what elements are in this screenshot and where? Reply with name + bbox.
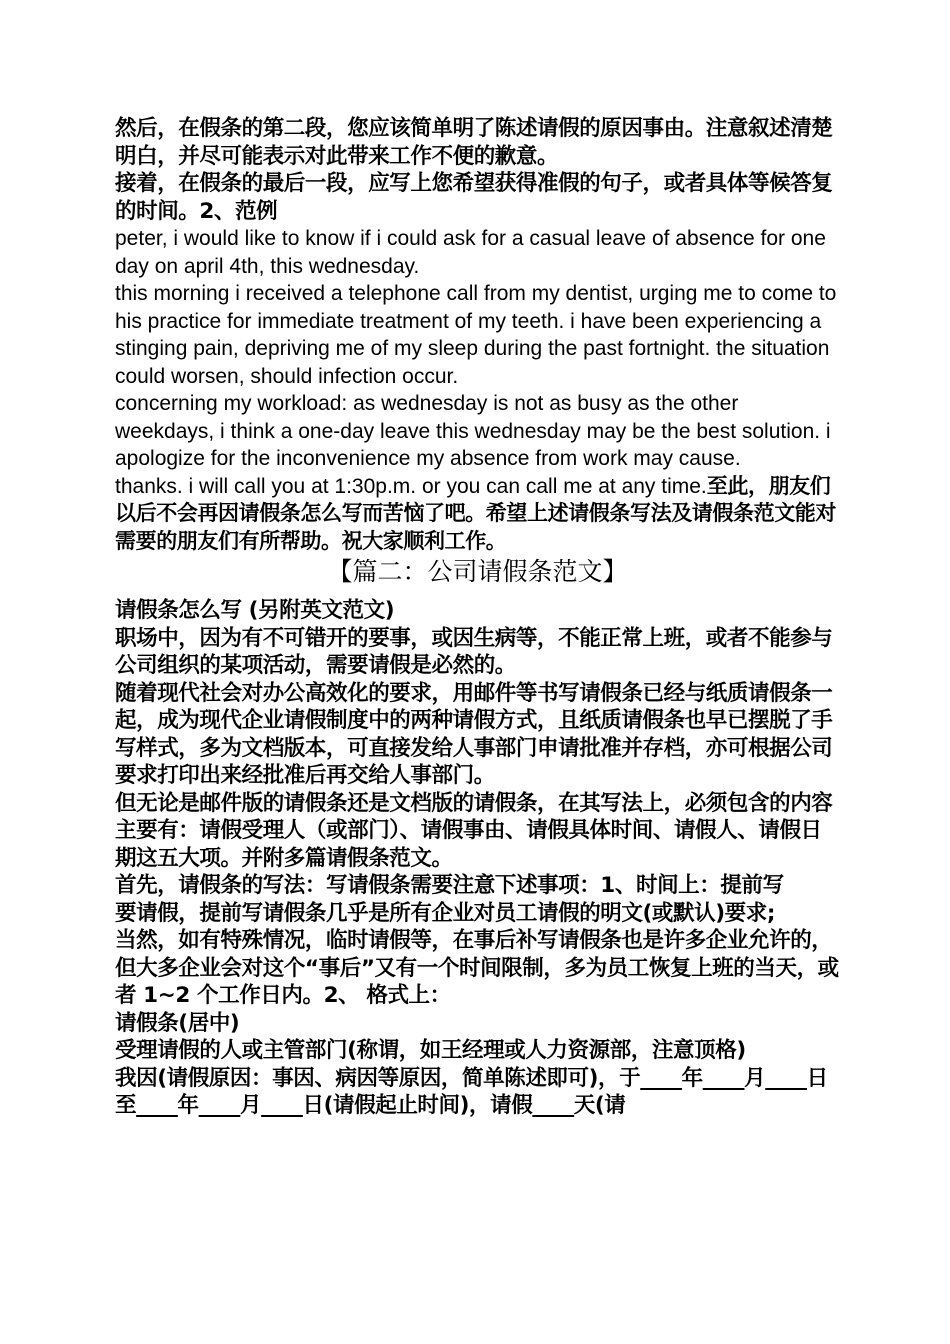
paragraph: peter, i would like to know if i could ask for a casual leave of absence for one day on april 4th, this wednesday. bbox=[115, 227, 826, 278]
paragraph: 首先，请假条的写法：写请假条需要注意下述事项：1、时间上：提前写 bbox=[115, 873, 784, 898]
paragraph: 随着现代社会对办公高效化的要求，用邮件等书写请假条已经与纸质请假条一起，成为现代企业请假制度中的两种请假方式，且纸质请假条也早已摆脱了手写样式，多为文档版本，可直接发给人事部门申请批准并存档，亦可根据公司要求打印出来经批准后再交给人事部门。 bbox=[115, 680, 833, 788]
document-body bbox=[115, 115, 840, 1120]
closing-paragraph bbox=[115, 473, 840, 556]
section-two-text bbox=[115, 597, 840, 1120]
paragraph: 然后，在假条的第二段，您应该简单明了陈述请假的原因事由。注意叙述清楚明白，并尽可能表示对此带来工作不便的歉意。 bbox=[115, 116, 833, 169]
paragraph: concerning my workload: as wednesday is not as busy as the other weekdays, i think a one-day leave this wednesday may be the best solution. i apologize for the inconvenience my absence from work may cause. bbox=[115, 392, 831, 470]
paragraph: 但无论是邮件版的请假条还是文档版的请假条，在其写法上，必须包含的内容主要有：请假受理人（或部门）、请假事由、请假具体时间、请假人、请假日期这五大项。并附多篇请假条范文。 bbox=[115, 790, 833, 871]
paragraph: 请假条怎么写 (另附英文范文) bbox=[115, 598, 395, 623]
paragraph: 受理请假的人或主管部门(称谓，如王经理或人力资源部，注意顶格) bbox=[115, 1038, 746, 1063]
paragraph: this morning i received a telephone call from my dentist, urging me to come to his practice for immediate treatment of my teeth. i have been experiencing a stinging pain, depriving me of my sleep during the past fortnight. the situation could worsen, should infection occur. bbox=[115, 282, 837, 388]
section-heading: 【篇二：公司请假条范文】 bbox=[327, 557, 628, 586]
paragraph: 当然，如有特殊情况，临时请假等，在事后补写请假条也是许多企业允许的，但大多企业会对这个“事后”又有一个时间限制，多为员工恢复上班的当天，或者 1~2 个工作日内。2、 格式上： bbox=[115, 928, 839, 1008]
closing-english: thanks. i will call you at 1:30p.m. or you can call me at any time. bbox=[115, 474, 707, 498]
paragraph: 要请假，提前写请假条几乎是所有企业对员工请假的明文(或默认)要求; bbox=[115, 900, 776, 926]
paragraph: 接着，在假条的最后一段，应写上您希望获得准假的句子，或者具体等候答复的时间。2、范例 bbox=[115, 171, 833, 224]
section-one-text bbox=[115, 115, 840, 473]
paragraph: 请假条(居中) bbox=[115, 1010, 240, 1036]
paragraph: 职场中，因为有不可错开的要事，或因生病等，不能正常上班，或者不能参与公司组织的某项活动，需要请假是必然的。 bbox=[115, 625, 833, 678]
paragraph: 我因(请假原因：事因、病因等原因，简单陈述即可)，于____年____月____日至____年____月____日(请假起止时间)，请假____天(请 bbox=[115, 1065, 828, 1118]
closing-chinese: 至此，朋友们以后不会再因请假条怎么写而苦恼了吧。希望上述请假条写法及请假条范文能对需要的朋友们有所帮助。祝大家顺利工作。 bbox=[115, 473, 836, 553]
